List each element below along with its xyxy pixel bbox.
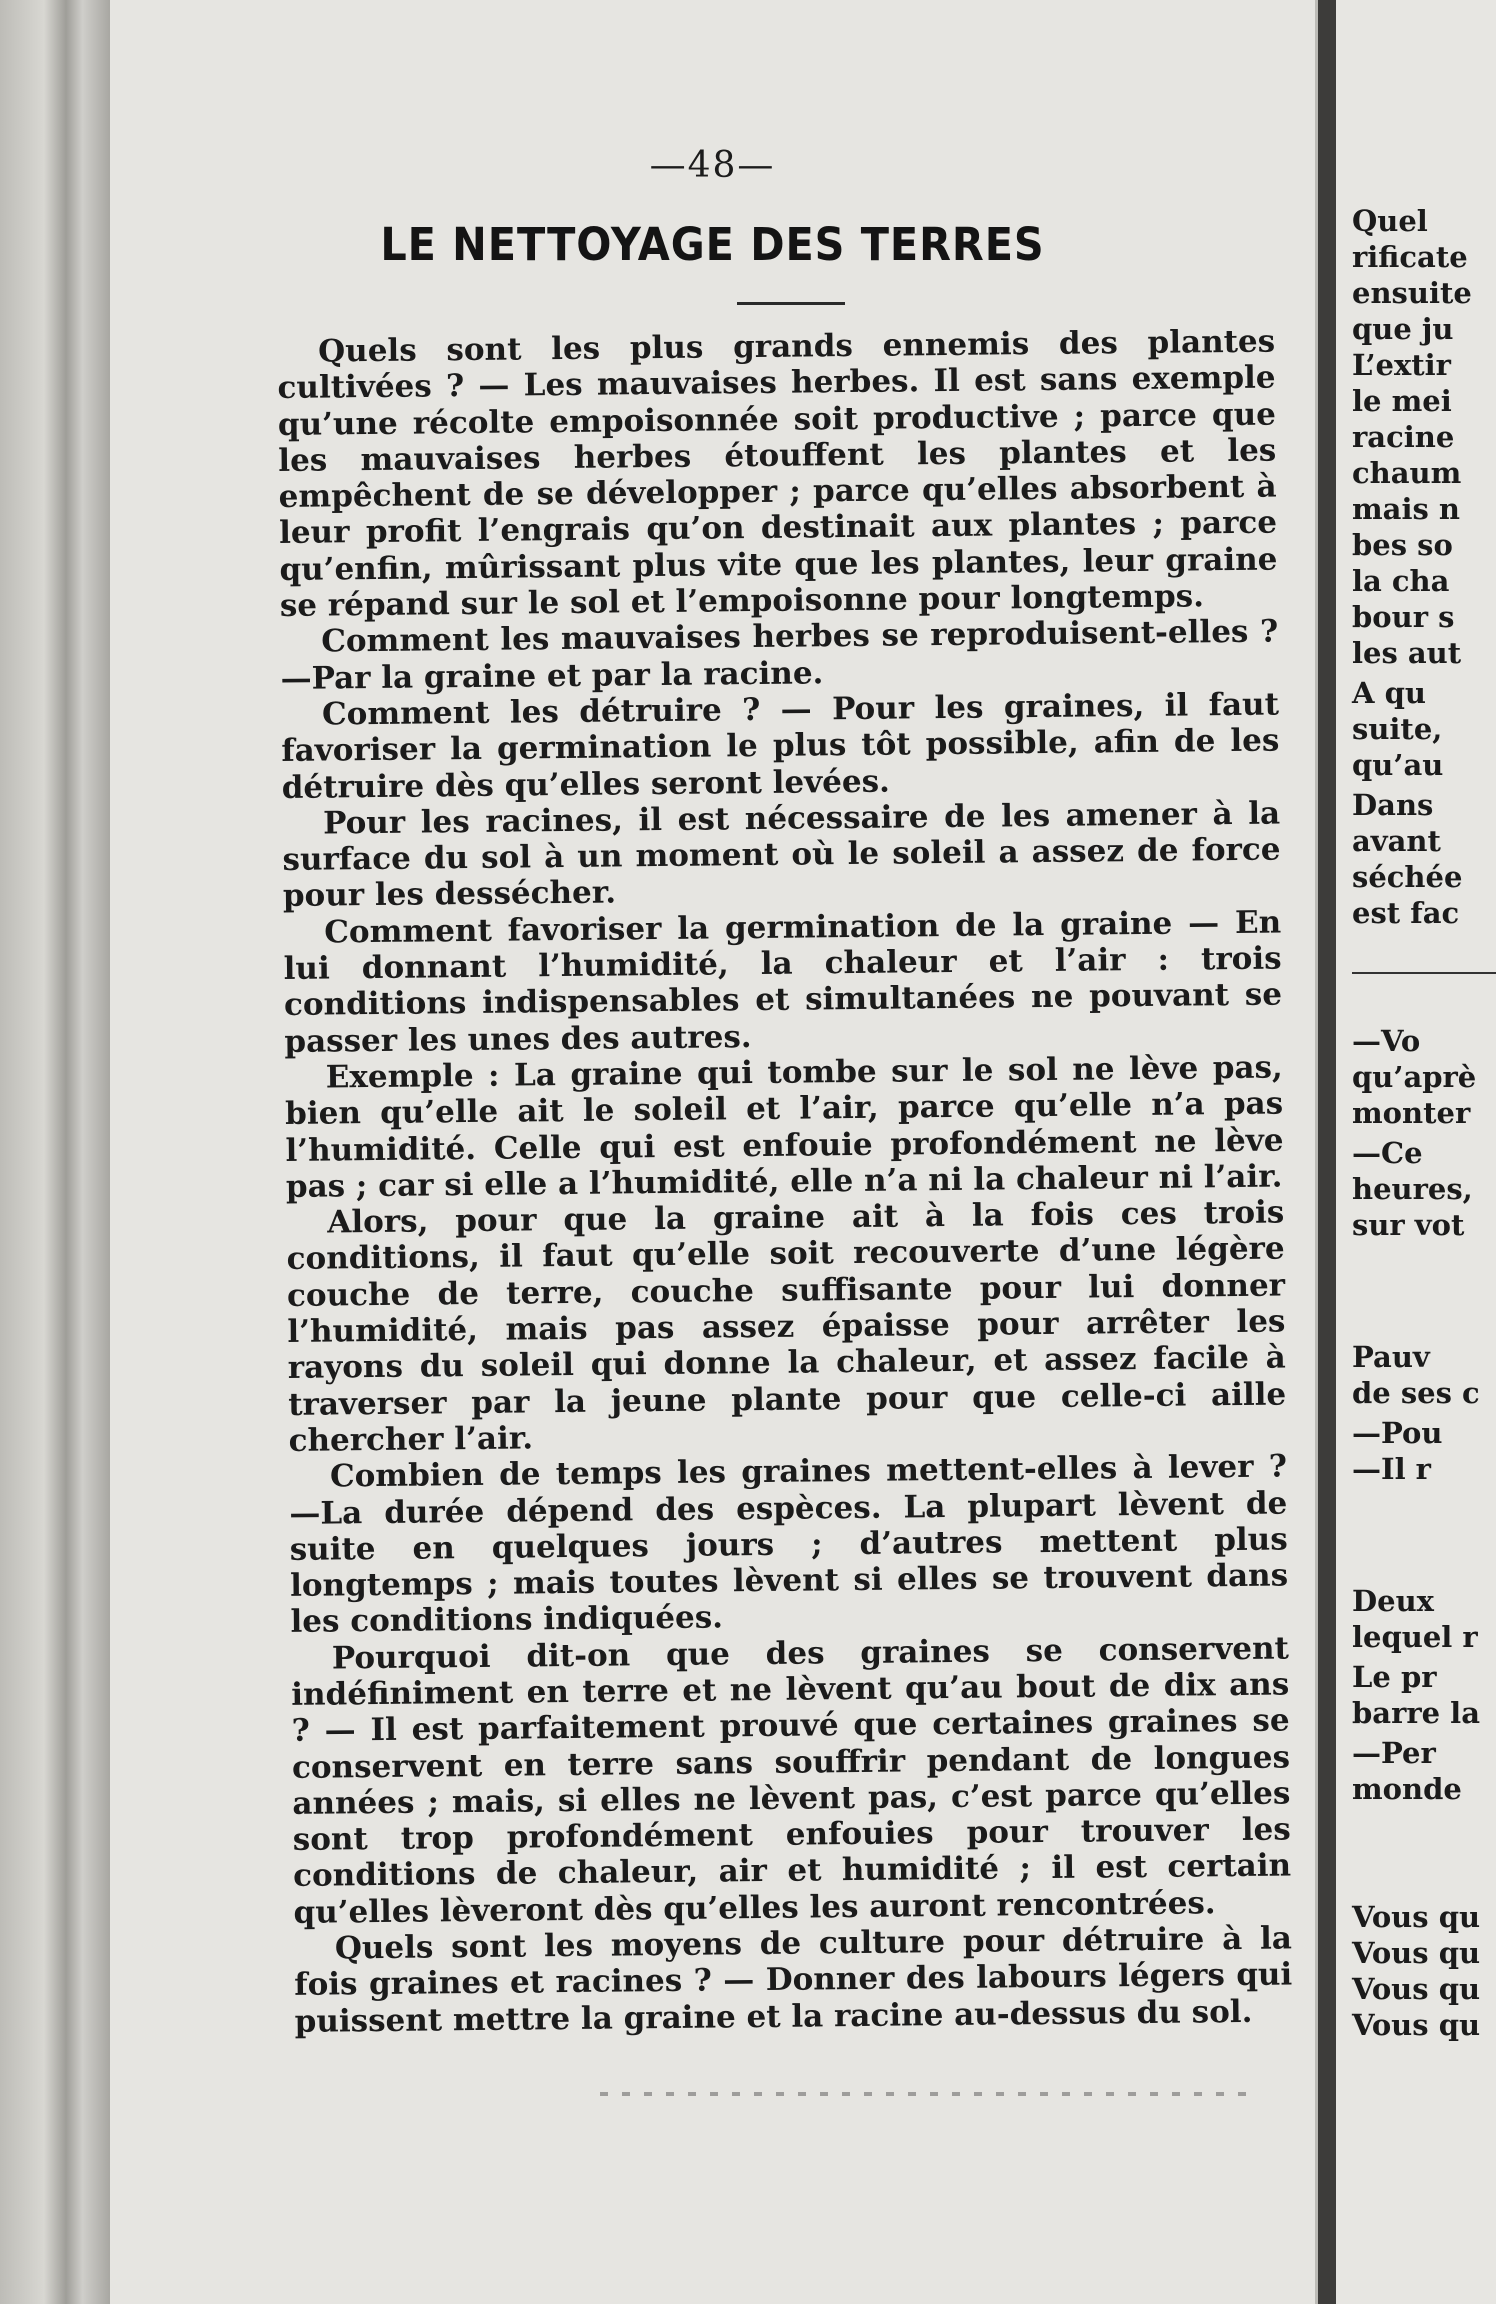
right-page-line: monde <box>1352 1772 1462 1806</box>
right-page-line: Vous qu <box>1352 1936 1481 1970</box>
right-page-rule <box>1352 972 1496 974</box>
right-page-line: —Per <box>1352 1736 1436 1770</box>
paragraph: Quels sont les plus grands ennemis des plantes cultivées ? — Les mauvaises herbes. Il est sans exemple qu’une récolte empoisonnée soit productive ; parce que les mauvaises herbes étouffent les plantes et les empêchent de se développer ; parce qu’elles absorbent à leur profit l’engrais qu’on destinait aux plantes ; parce qu’enfin, mûrissant plus vite que les plantes, leur graine se répand sur le sol et l’empoisonne pour longtemps. <box>277 323 1278 625</box>
paragraph: Comment les détruire ? — Pour les graines, il faut favoriser la germination le plus tôt possible, afin de les détruire dès qu’elles seront levées. <box>281 686 1280 806</box>
body-text <box>277 324 1293 2040</box>
right-page-line: ensuite <box>1352 276 1472 310</box>
right-page-line: Dans <box>1352 788 1434 822</box>
right-page-line: Pauv <box>1352 1340 1430 1374</box>
right-page-line: —Pou <box>1352 1416 1443 1450</box>
page-number: —48— <box>649 145 776 186</box>
right-page-line: lequel r <box>1352 1620 1478 1654</box>
right-page-line: monter <box>1352 1096 1471 1130</box>
right-page-line: la cha <box>1352 564 1450 598</box>
paragraph: Comment favoriser la germination de la graine — En lui donnant l’humidité, la chaleur et l’air : trois conditions indispensables et simultanées ne pouvant se passer les unes des autres. <box>283 904 1283 1060</box>
right-page-line: A qu <box>1352 676 1426 710</box>
right-page-line: —Vo <box>1352 1024 1421 1058</box>
paragraph: Pour les racines, il est nécessaire de les amener à la surface du sol à un moment où le soleil a assez de force pour les dessécher. <box>282 795 1281 915</box>
right-page-line: qu’au <box>1352 748 1444 782</box>
page-title: LE NETTOYAGE DES TERRES <box>380 218 1045 271</box>
paragraph: Pourquoi dit-on que des graines se conservent indéfiniment en terre et ne lèvent qu’au bout de dix ans ? — Il est parfaitement prouvé que certaines graines se conservent en terre sans souffrir pendant de longues années ; mais, si elles ne lèvent pas, c’est parce qu’elles sont trop profondément enfouies pour trouver les conditions de chaleur, air et humidité ; il est certain qu’elles lèveront dès qu’elles les auront rencontrées. <box>291 1630 1292 1931</box>
right-page-line: le mei <box>1352 384 1452 418</box>
right-page-line: Deux <box>1352 1584 1434 1618</box>
right-page-line: rificate <box>1352 240 1468 274</box>
right-page-line: sur vot <box>1352 1208 1465 1242</box>
paragraph: Exemple : La graine qui tombe sur le sol ne lève pas, bien qu’elle ait le soleil et l’air, parce qu’elle n’a pas l’humidité. Celle qui est enfouie profondément ne lève pas ; car si elle a l’humidité, elle n’a ni la chaleur ni l’air. <box>284 1049 1284 1205</box>
right-page-line: bour s <box>1352 600 1455 634</box>
right-page-line: heures, <box>1352 1172 1473 1206</box>
right-page-line: —Ce <box>1352 1136 1423 1170</box>
right-page-line: chaum <box>1352 456 1462 490</box>
right-page-line: suite, <box>1352 712 1443 746</box>
paragraph: Quels sont les moyens de culture pour détruire à la fois graines et racines ? — Donner des labours légers qui puissent mettre la graine et la racine au-dessus du sol. <box>294 1920 1293 2040</box>
right-page-line: qu’aprè <box>1352 1060 1477 1094</box>
paragraph: Combien de temps les graines mettent-elles à lever ? —La durée dépend des espèces. La plupart lèvent de suite en quelques jours ; d’autres mettent plus longtemps ; mais toutes lèvent si elles se trouvent dans les conditions indiquées. <box>289 1448 1289 1641</box>
right-page-line: barre la <box>1352 1696 1480 1730</box>
right-page-line: Vous qu <box>1352 2008 1481 2042</box>
right-page-line: racine <box>1352 420 1455 454</box>
right-page-line: avant <box>1352 824 1441 858</box>
print-smudge <box>600 2092 1260 2096</box>
right-page-line: de ses c <box>1352 1376 1480 1410</box>
right-page-line: Vous qu <box>1352 1972 1481 2006</box>
right-page-line: Vous qu <box>1352 1900 1481 1934</box>
right-page-line: est fac <box>1352 896 1460 930</box>
right-page-line: Quel <box>1352 204 1428 238</box>
right-page-line: séchée <box>1352 860 1463 894</box>
right-page-line: mais n <box>1352 492 1460 526</box>
paragraph: Comment les mauvaises herbes se reproduisent-elles ? —Par la graine et par la racine. <box>280 613 1279 697</box>
right-page-line: L’extir <box>1352 348 1451 382</box>
right-page-line: que ju <box>1352 312 1454 346</box>
right-page-line: bes so <box>1352 528 1453 562</box>
book-gutter <box>1318 0 1336 2304</box>
paragraph: Alors, pour que la graine ait à la fois ces trois conditions, il faut qu’elle soit recouverte d’une légère couche de terre, couche suffisante pour lui donner l’humidité, mais pas assez épaisse pour arrêter les rayons du soleil qui donne la chaleur, et assez facile à traverser par la jeune plante pour que celle-ci aille chercher l’air. <box>286 1194 1287 1459</box>
right-page-line: —Il r <box>1352 1452 1431 1486</box>
title-rule <box>737 302 845 305</box>
right-page-line: Le pr <box>1352 1660 1437 1694</box>
right-page-line: les aut <box>1352 636 1462 670</box>
page-edges <box>0 0 110 2304</box>
